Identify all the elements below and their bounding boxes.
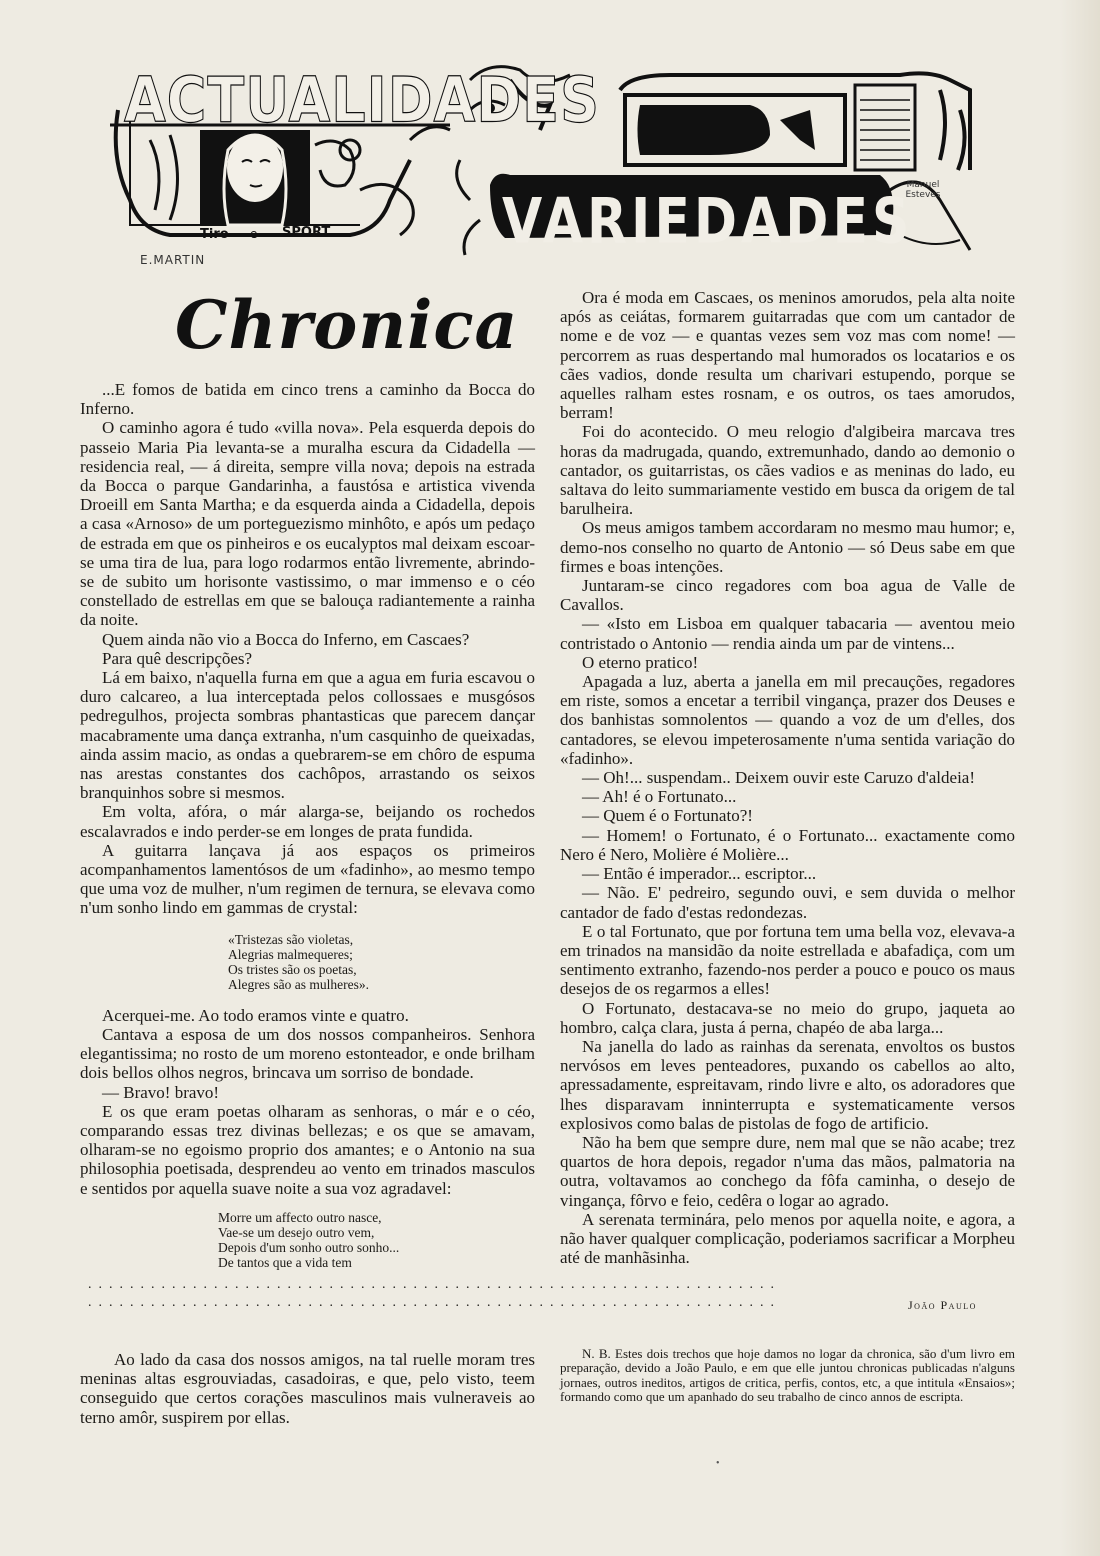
- paragraph: Cantava a esposa de um dos nossos companheiros. Senhora elegantissima; no rosto de um moreno estonteador, e onde brilham dois bellos olhos negros, brincava um sorriso de bondade.: [80, 1024, 535, 1083]
- verse-line: Alegrias malmequeres;: [228, 946, 353, 962]
- verse-line: Os tristes são os poetas,: [228, 961, 357, 977]
- editor-note: [560, 1347, 1015, 1405]
- masthead-small-right: SPORT: [282, 225, 331, 240]
- author-signature: João Paulo: [908, 1298, 977, 1312]
- paragraph: Em volta, afóra, o már alarga-se, beijando os rochedos escalavrados e indo perder-se em longes de prata fundida.: [80, 802, 535, 841]
- paragraph: Ora é moda em Cascaes, os meninos amorudos, pela alta noite após as ceiátas, formarem guitarradas que com um cantador de nome e de voz — e quantas vezes sem voz mas com nome! — percorrem as ruas despertando mal humorados os locatarios e os cães vadios, donde resulta um charivari estupendo, porque se aquelles ralham estes rosnam, e os outros, os taes amorudos, berram!: [560, 288, 1015, 423]
- paragraph: Apagada a luz, aberta a janella em mil precauções, regadores em riste, somos a encetar a terribil vingança, prazer dos Deuses e dos banhistas somnolentos — quando a voz de um d'elles, dos cantadores, se elevou impeterosamente n'uma sentida variação do «fadinho».: [560, 672, 1015, 768]
- masthead-small-left: Tiro: [200, 227, 229, 242]
- paragraph: Lá em baixo, n'aquella furna em que a agua em furia escavou o duro calcareo, a lua interceptada pelos collossaes e musgósos pedregulhos, projecta sombras phantasticas que parecem dançar macabramente uma dança extranha, n'um casquinho de queixadas, ainda assim macio, as ondas a quebrarem-se em chôro de espuma nas arestas constantes dos cachôpos, arrastando os seixos branquinhos sobre si mesmos.: [80, 668, 535, 803]
- paragraph: Acerquei-me. Ao todo eramos vinte e quatro.: [102, 1005, 409, 1025]
- paragraph: — Quem é o Fortunato?!: [582, 806, 753, 826]
- masthead-title: ACTUALIDADES: [124, 64, 600, 137]
- paragraph: A serenata terminára, pelo menos por aquella noite, e agora, a não haver qualquer complicação, poderiamos sacrificar a Morpheu até de manhãsinha.: [560, 1209, 1015, 1268]
- paragraph: Na janella do lado as rainhas da serenata, envoltos os bustos nervósos em leves penteadores, puxando os cabellos ao alto, apressadamente, espreitavam, rindo livre e alto, os adoradores que lhes disparavam inninterrupta e systematicamente versos explosivos como balas de pistolas de fogo de artificio.: [560, 1036, 1015, 1133]
- paragraph: — «Isto em Lisboa em qualquer tabacaria — aventou meio contristado o Antonio — rendia ainda um par de vintens...: [560, 614, 1015, 653]
- paragraph: Quem ainda não vio a Bocca do Inferno, em Cascaes?: [102, 629, 470, 649]
- article-headline: Chronica: [175, 286, 519, 364]
- paragraph: — Oh!... suspendam.. Deixem ouvir este Caruzo d'aldeia!: [582, 768, 976, 788]
- paragraph: Para quê descripções?: [102, 648, 253, 668]
- paragraph: Os meus amigos tambem accordaram no mesmo mau humor; e, demo-nos conselho no quarto de Antonio — só Deus sabe em que firmes e boas intenções.: [560, 518, 1015, 576]
- paragraph: — Ah! é o Fortunato...: [582, 787, 737, 807]
- verse-quote: [228, 932, 535, 992]
- paragraph: Foi do acontecido. O meu relogio d'algibeira marcava tres horas da madrugada, quando, extremunhado, dando ao demonio o cantador, os guitarristas, os cães vadios e as meninas do lado, eu saltava do leito summariamente vestido em busca da origem de tal barulheira.: [560, 422, 1015, 519]
- paragraph: Não ha bem que sempre dure, nem mal que se não acabe; trez quartos de hora depois, regador n'uma das mãos, palmatoria na outra, voltavamos ao conchego da fôfa caminha, o desejo de vingança, fôrvo e feio, cedêra o logar ao agrado.: [560, 1132, 1015, 1210]
- paragraph: A guitarra lançava já aos espaços os primeiros acompanhamentos lamentósos de um «fadinho», ao mesmo tempo que uma voz de mulher, n'um regimen de ternura, se elevava como n'um sonho lindo em gammas de crystal:: [80, 840, 535, 918]
- paragraph: E o tal Fortunato, que por fortuna tem uma bella voz, elevava-a em trinados na mansidão da noite estrellada e abafadiça, com um sentimento extranho, fazendo-nos perder a pouco e pouco os maus desejos de os regarmos a elles!: [560, 921, 1015, 999]
- paragraph: — Bravo! bravo!: [102, 1082, 220, 1102]
- paragraph: E os que eram poetas olharam as senhoras, o már e o céo, comparando essas trez divinas bellezas; e os que se amavam, olharam-se no egoismo proprio dos amantes; e o Antonio na sua philosophia poetisada, desprendeu ao vento em trinados masculos e sentidos por aquella suave noite a sua voz agradavel:: [80, 1101, 535, 1198]
- verse-line: Depois d'um sonho outro sonho...: [218, 1239, 400, 1255]
- page-edge: [1060, 0, 1100, 1556]
- masthead-subtitle: VARIEDADES: [502, 186, 914, 258]
- paragraph: — Então é imperador... escriptor...: [582, 864, 817, 884]
- paragraph: O eterno pratico!: [582, 652, 699, 672]
- verse-line: Vae-se um desejo outro vem,: [218, 1224, 375, 1240]
- masthead-small-conj: e: [250, 227, 258, 241]
- paragraph: O caminho agora é tudo «villa nova». Pela esquerda depois do passeio Maria Pia levanta-se a muralha escura da Cidadella — residencia real, — á direita, sempre villa nova; depois na estrada da Bocca o parque Gandarinha, a faustósa e artistica vivenda Droeill em Santa Martha; e da esquerda ainda a Cidadella, depois a casa «Arnoso» de um porteguezismo minhôto, e após um pedaço de estrada em que os pinheiros e os eucalyptos mal deixam escoar-se uma tira de lua, para logo rodarmos então livremente, abrindo-se de subito um horisonte vastissimo, o mar immenso e o céo constellado de estrellas em que se balouça radiantemente a rainha da noite.: [80, 418, 535, 630]
- page-mark: •: [716, 1458, 720, 1469]
- paragraph: Ao lado da casa dos nossos amigos, na tal ruelle moram tres meninas altas esgrouviadas, casadoiras, e que, pelo visto, teem conseguido que certos corações masculinos mais vulneraveis ao terno amôr, suspirem por ellas.: [80, 1350, 535, 1427]
- ellipsis-row: ..................................................................: [88, 1294, 781, 1310]
- paragraph: O Fortunato, destacava-se no meio do grupo, jaqueta ao hombro, calça clara, justa á perna, chapéo de aba larga...: [560, 998, 1015, 1037]
- ellipsis-row: ..................................................................: [88, 1276, 781, 1292]
- left-bottom-paragraph: [80, 1350, 535, 1427]
- masthead-artist-signature-right: Manuel Esteves: [905, 180, 941, 200]
- verse-line: «Tristezas são violetas,: [228, 931, 354, 947]
- paragraph: ...E fomos de batida em cinco trens a caminho da Bocca do Inferno.: [80, 380, 535, 419]
- verse-line: Morre um affecto outro nasce,: [218, 1209, 382, 1225]
- verse-quote: [218, 1210, 535, 1270]
- note-text: N. B. Estes dois trechos que hoje damos no logar da chronica, são d'um livro em preparação, devido a João Paulo, e em que elle juntou chronicas publicadas n'alguns jornaes, outros ineditos, artigos de critica, perfis, contos, etc, a que intitula «Ensaios»; formando como que um apanhado do seu trabalho de cinco annos de escripta.: [560, 1346, 1015, 1405]
- verse-line: De tantos que a vida tem: [218, 1254, 352, 1270]
- verse-line: Alegres são as mulheres».: [228, 976, 369, 992]
- masthead-artist-signature: E.MARTIN: [140, 253, 206, 267]
- paragraph: — Homem! o Fortunato, é o Fortunato... exactamente como Nero é Nero, Molière é Molière...: [560, 825, 1015, 864]
- paragraph: — Não. E' pedreiro, segundo ouvi, e sem duvida o melhor cantador de fado d'estas redondezas.: [560, 883, 1015, 922]
- masthead: [110, 50, 990, 270]
- paragraph: Juntaram-se cinco regadores com boa agua de Valle de Cavallos.: [560, 576, 1015, 615]
- right-column: [560, 288, 1015, 1267]
